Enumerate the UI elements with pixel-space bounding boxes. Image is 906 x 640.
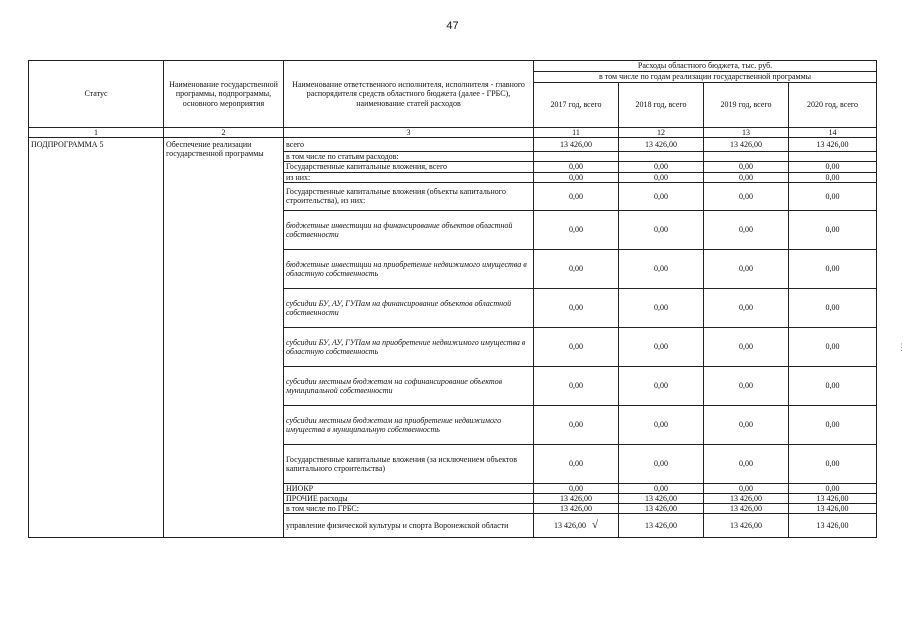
value-cell <box>619 152 704 162</box>
value-cell: 0,00 <box>619 162 704 172</box>
row-label: всего <box>284 138 534 152</box>
value-cell: 13 426,00 <box>789 504 877 514</box>
column-number: 13 <box>704 128 789 138</box>
row-label: Государственные капитальные вложения, всего <box>284 162 534 172</box>
column-number: 14 <box>789 128 877 138</box>
value-cell: 0,00 <box>619 249 704 288</box>
year-2020-header: 2020 год, всего <box>789 83 877 128</box>
value-cell: 0,00 <box>704 405 789 444</box>
row-label: бюджетные инвестиции на приобретение недвижимого имущества в областную собственность <box>284 249 534 288</box>
value-cell <box>704 152 789 162</box>
value-cell: 0,00 <box>619 210 704 249</box>
value-cell: 0,00 <box>619 288 704 327</box>
value-cell: 0,00 <box>534 405 619 444</box>
program-name-cell: Обеспечение реализации государственной программы <box>164 138 284 538</box>
value-cell: 0,00 <box>704 210 789 249</box>
value-cell: 0,00 <box>534 483 619 493</box>
value-cell: 0,00 <box>704 172 789 182</box>
value-cell: 0,00 <box>789 249 877 288</box>
row-label: субсидии местным бюджетам на софинансирование объектов муниципальной собственности <box>284 366 534 405</box>
row-label: субсидии БУ, АУ, ГУПам на приобретение недвижимого имущества в областную собственность <box>284 327 534 366</box>
value-cell: 0,00 <box>789 172 877 182</box>
row-label: Государственные капитальные вложения (за исключением объектов капитального строительства) <box>284 444 534 483</box>
value-cell: 13 426,00 <box>704 514 789 538</box>
row-label: НИОКР <box>284 483 534 493</box>
value-cell: 0,00 <box>789 444 877 483</box>
row-label: бюджетные инвестиции на финансирование объектов областной собственности <box>284 210 534 249</box>
row-label: субсидии местным бюджетам на приобретение недвижимого имущества в муниципальную собственность <box>284 405 534 444</box>
value-cell: 13 426,00 <box>789 138 877 152</box>
value-cell: 0,00 <box>534 366 619 405</box>
row-label: субсидии БУ, АУ, ГУПам на финансирование объектов областной собственности <box>284 288 534 327</box>
value-cell <box>789 152 877 162</box>
value-cell: 0,00 <box>619 172 704 182</box>
row-label: из них: <box>284 172 534 182</box>
value-cell: 13 426,00 <box>789 493 877 503</box>
column-number: 11 <box>534 128 619 138</box>
value-cell: 0,00 <box>619 327 704 366</box>
column-number: 3 <box>284 128 534 138</box>
value-cell: 0,00 <box>789 483 877 493</box>
value-cell: 13 426,00 <box>619 138 704 152</box>
value-cell: 0,00 <box>534 288 619 327</box>
value-cell: 0,00 <box>619 405 704 444</box>
program-name-header: Наименование государственной программы, подпрограммы, основного мероприятия <box>164 61 284 128</box>
row-label: ПРОЧИЕ расходы <box>284 493 534 503</box>
value-cell: 0,00 <box>704 249 789 288</box>
value-cell: 0,00 <box>789 405 877 444</box>
status-header: Статус <box>29 61 164 128</box>
value-cell: 0,00 <box>704 444 789 483</box>
row-label: Государственные капитальные вложения (объекты капитального строительства), из них: <box>284 182 534 210</box>
value-cell: 0,00 <box>534 249 619 288</box>
value-cell: 13 426,00 <box>789 514 877 538</box>
executor-header: Наименование ответственного исполнителя, исполнителя - главного распорядителя средств областного бюджета (далее - ГРБС), наименование статей расходов <box>284 61 534 128</box>
value-cell: 0,00 <box>789 366 877 405</box>
value-cell: 0,00 <box>534 172 619 182</box>
value-cell: 0,00 <box>534 162 619 172</box>
value-cell: 13 426,00 <box>534 138 619 152</box>
check-mark: √ <box>591 519 599 532</box>
value-cell: 0,00 <box>534 327 619 366</box>
value-cell: 13 426,00 <box>619 514 704 538</box>
status-cell: ПОДПРОГРАММА 5 <box>29 138 164 538</box>
value-cell: 0,00 <box>534 444 619 483</box>
value-cell: 0,00 <box>789 210 877 249</box>
value-cell: 0,00 <box>704 182 789 210</box>
value-cell: 0,00 <box>704 327 789 366</box>
value-cell: 0,00 <box>789 288 877 327</box>
year-2019-header: 2019 год, всего <box>704 83 789 128</box>
value-cell: 0,00 <box>619 182 704 210</box>
value-cell: 0,00 <box>789 182 877 210</box>
expenses-title: Расходы областного бюджета, тыс. руб. <box>534 61 877 72</box>
value-cell: 0,00 <box>619 444 704 483</box>
expenses-subtitle: в том числе по годам реализации государственной программы <box>534 72 877 83</box>
value-cell: 0,00 <box>789 327 877 366</box>
value-cell: 0,00 <box>619 483 704 493</box>
budget-table <box>28 60 877 538</box>
row-label: в том числе по статьям расходов: <box>284 152 534 162</box>
value-cell: 13 426,00 <box>704 493 789 503</box>
value-cell: 0,00 <box>704 288 789 327</box>
year-2017-header: 2017 год, всего <box>534 83 619 128</box>
stray-mark: ⋮ <box>897 342 906 352</box>
year-2018-header: 2018 год, всего <box>619 83 704 128</box>
value-cell: 0,00 <box>704 366 789 405</box>
column-number: 12 <box>619 128 704 138</box>
value-text: 13 426,00 <box>553 521 586 531</box>
column-number: 2 <box>164 128 284 138</box>
value-cell: 0,00 <box>789 162 877 172</box>
value-cell: 13 426,00 <box>704 504 789 514</box>
row-label: в том числе по ГРБС: <box>284 504 534 514</box>
value-cell: 13 426,00 <box>534 504 619 514</box>
value-cell: 0,00 <box>534 210 619 249</box>
value-cell: 13 426,00 <box>619 493 704 503</box>
table-row <box>29 138 877 152</box>
page-number: 47 <box>446 20 459 32</box>
row-label: управление физической культуры и спорта Воронежской области <box>284 514 534 538</box>
value-cell: 13 426,00 <box>619 504 704 514</box>
column-number-row <box>29 128 877 138</box>
value-cell: 0,00 <box>704 162 789 172</box>
value-cell: 0,00 <box>704 483 789 493</box>
value-cell: 0,00 <box>534 182 619 210</box>
value-cell <box>534 152 619 162</box>
value-cell: 13 426,00 <box>534 493 619 503</box>
value-cell: 13 426,00 <box>704 138 789 152</box>
column-number: 1 <box>29 128 164 138</box>
value-cell <box>534 514 619 538</box>
value-cell: 0,00 <box>619 366 704 405</box>
